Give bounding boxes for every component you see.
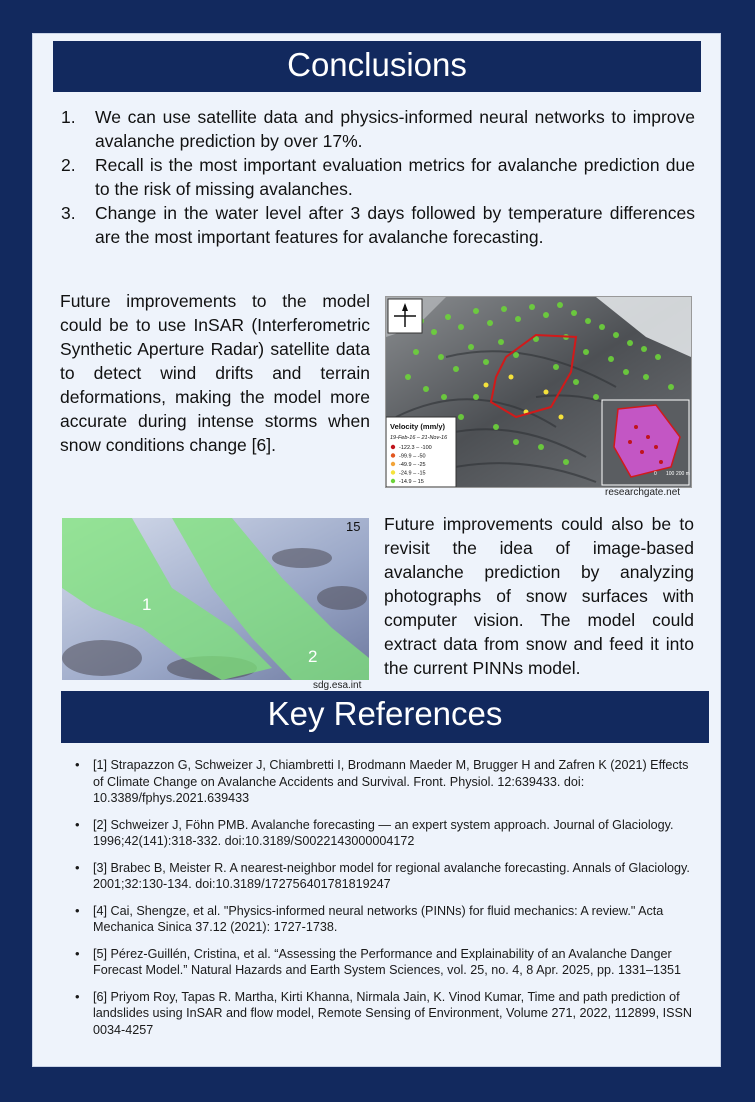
- insar-velocity-map: [385, 296, 692, 488]
- snow-photo-graphic: [62, 518, 369, 680]
- reference-item: • [4] Cai, Shengze, et al. "Physics-informed neural networks (PINNs) for fluid mechanics: A review." Acta Mechanica Sinica 37.12 (2021): 1727-1738.: [73, 903, 693, 936]
- references-title: Key References: [267, 695, 503, 732]
- references-header: [61, 691, 709, 743]
- legend-label: -14.9 – 15: [399, 479, 424, 485]
- references-list: [73, 757, 693, 1048]
- conclusions-title: Conclusions: [287, 46, 467, 83]
- snow-avalanche-photo: [62, 518, 369, 680]
- map-caption: researchgate.net: [605, 487, 681, 498]
- poster-panel: [32, 33, 721, 1067]
- conclusion-text: Change in the water level after 3 days followed by temperature differences are the most important features for avalanche forecasting.: [95, 203, 695, 247]
- photo-caption: sdg.esa.int: [313, 680, 362, 691]
- legend-swatch: [391, 470, 395, 474]
- conclusion-item: [55, 153, 695, 201]
- reference-item: • [3] Brabec B, Meister R. A nearest-neighbor model for regional avalanche forecasting. Annals of Glaciology. 2001;32:130-134. doi:10.3189/172756401781819247: [73, 860, 693, 893]
- reference-item: • [6] Priyom Roy, Tapas R. Martha, Kirti Khanna, Nirmala Jain, K. Vinod Kumar, Time and path prediction of landslides using InSAR and flow model, Remote Sensing of Environment, Volume 271, 2022, 112899, ISSN 0034-4257: [73, 989, 693, 1039]
- scale-label: 200 m: [676, 471, 690, 477]
- future-improvements-insar: Future improvements to the model could be to use InSAR (Interferometric Synthetic Aperture Radar) satellite data to detect wind drifts and terrain deformations, making the model more accurate during intense storms when snow conditions change [6].: [60, 291, 370, 455]
- legend-dates: 19-Feb-16 – 21-Nov-16: [390, 435, 448, 441]
- photo-number: 15: [346, 519, 361, 534]
- legend-label: -99.9 – -50: [399, 453, 426, 460]
- legend-swatch: [391, 445, 395, 449]
- conclusion-text: Recall is the most important evaluation metrics for avalanche prediction due to the risk of missing avalanches.: [95, 155, 695, 199]
- reference-item: • [2] Schweizer J, Föhn PMB. Avalanche forecasting — an expert system approach. Journal of Glaciology. 1996;42(141):318-332. doi:10.3189/S0022143000004172: [73, 817, 693, 850]
- zone-label-1: 1: [142, 595, 152, 614]
- legend-swatch: [391, 479, 395, 483]
- conclusions-header: [53, 41, 701, 92]
- reference-item: • [1] Strapazzon G, Schweizer J, Chiambretti I, Brodmann Maeder M, Brugger H and Zafren K (2021) Effects of Climate Change on Avalanche Accidents and Survival. Front. Physiol. 12:639433. doi: 10.3389/fphys.2021.639433: [73, 757, 693, 807]
- future-improvements-vision: Future improvements could also be to revisit the idea of image-based avalanche prediction by analyzing photographs of snow surfaces with computer vision. The model could extract data from snow and feed it into the current PINNs model.: [384, 514, 694, 678]
- conclusion-number: 3.: [61, 203, 76, 223]
- legend-label: -49.9 – -25: [399, 462, 426, 468]
- scale-label: 0: [654, 471, 657, 477]
- reference-item: • [5] Pérez-Guillén, Cristina, et al. “Assessing the Performance and Explainability of an Avalanche Danger Forecast Model.” Natural Hazards and Earth System Sciences, vol. 25, no. 4, 8 Apr. 2025, pp. 1331–1351: [73, 946, 693, 979]
- conclusion-item: [55, 201, 695, 249]
- legend-label: -122.3 – -100: [399, 445, 432, 451]
- legend-swatch: [391, 462, 395, 466]
- scale-label: 100: [666, 471, 675, 477]
- conclusions-list: [55, 105, 695, 249]
- conclusion-number: 2.: [61, 155, 76, 175]
- insar-map-graphic: [386, 297, 691, 487]
- legend-swatch: [391, 453, 395, 457]
- legend-label: -24.9 – -15: [399, 470, 426, 477]
- legend-title: Velocity (mm/y): [390, 422, 446, 431]
- conclusion-number: 1.: [61, 107, 76, 127]
- conclusion-item: [55, 105, 695, 153]
- conclusion-text: We can use satellite data and physics-informed neural networks to improve avalanche prediction by over 17%.: [95, 107, 695, 151]
- zone-label-2: 2: [308, 647, 318, 666]
